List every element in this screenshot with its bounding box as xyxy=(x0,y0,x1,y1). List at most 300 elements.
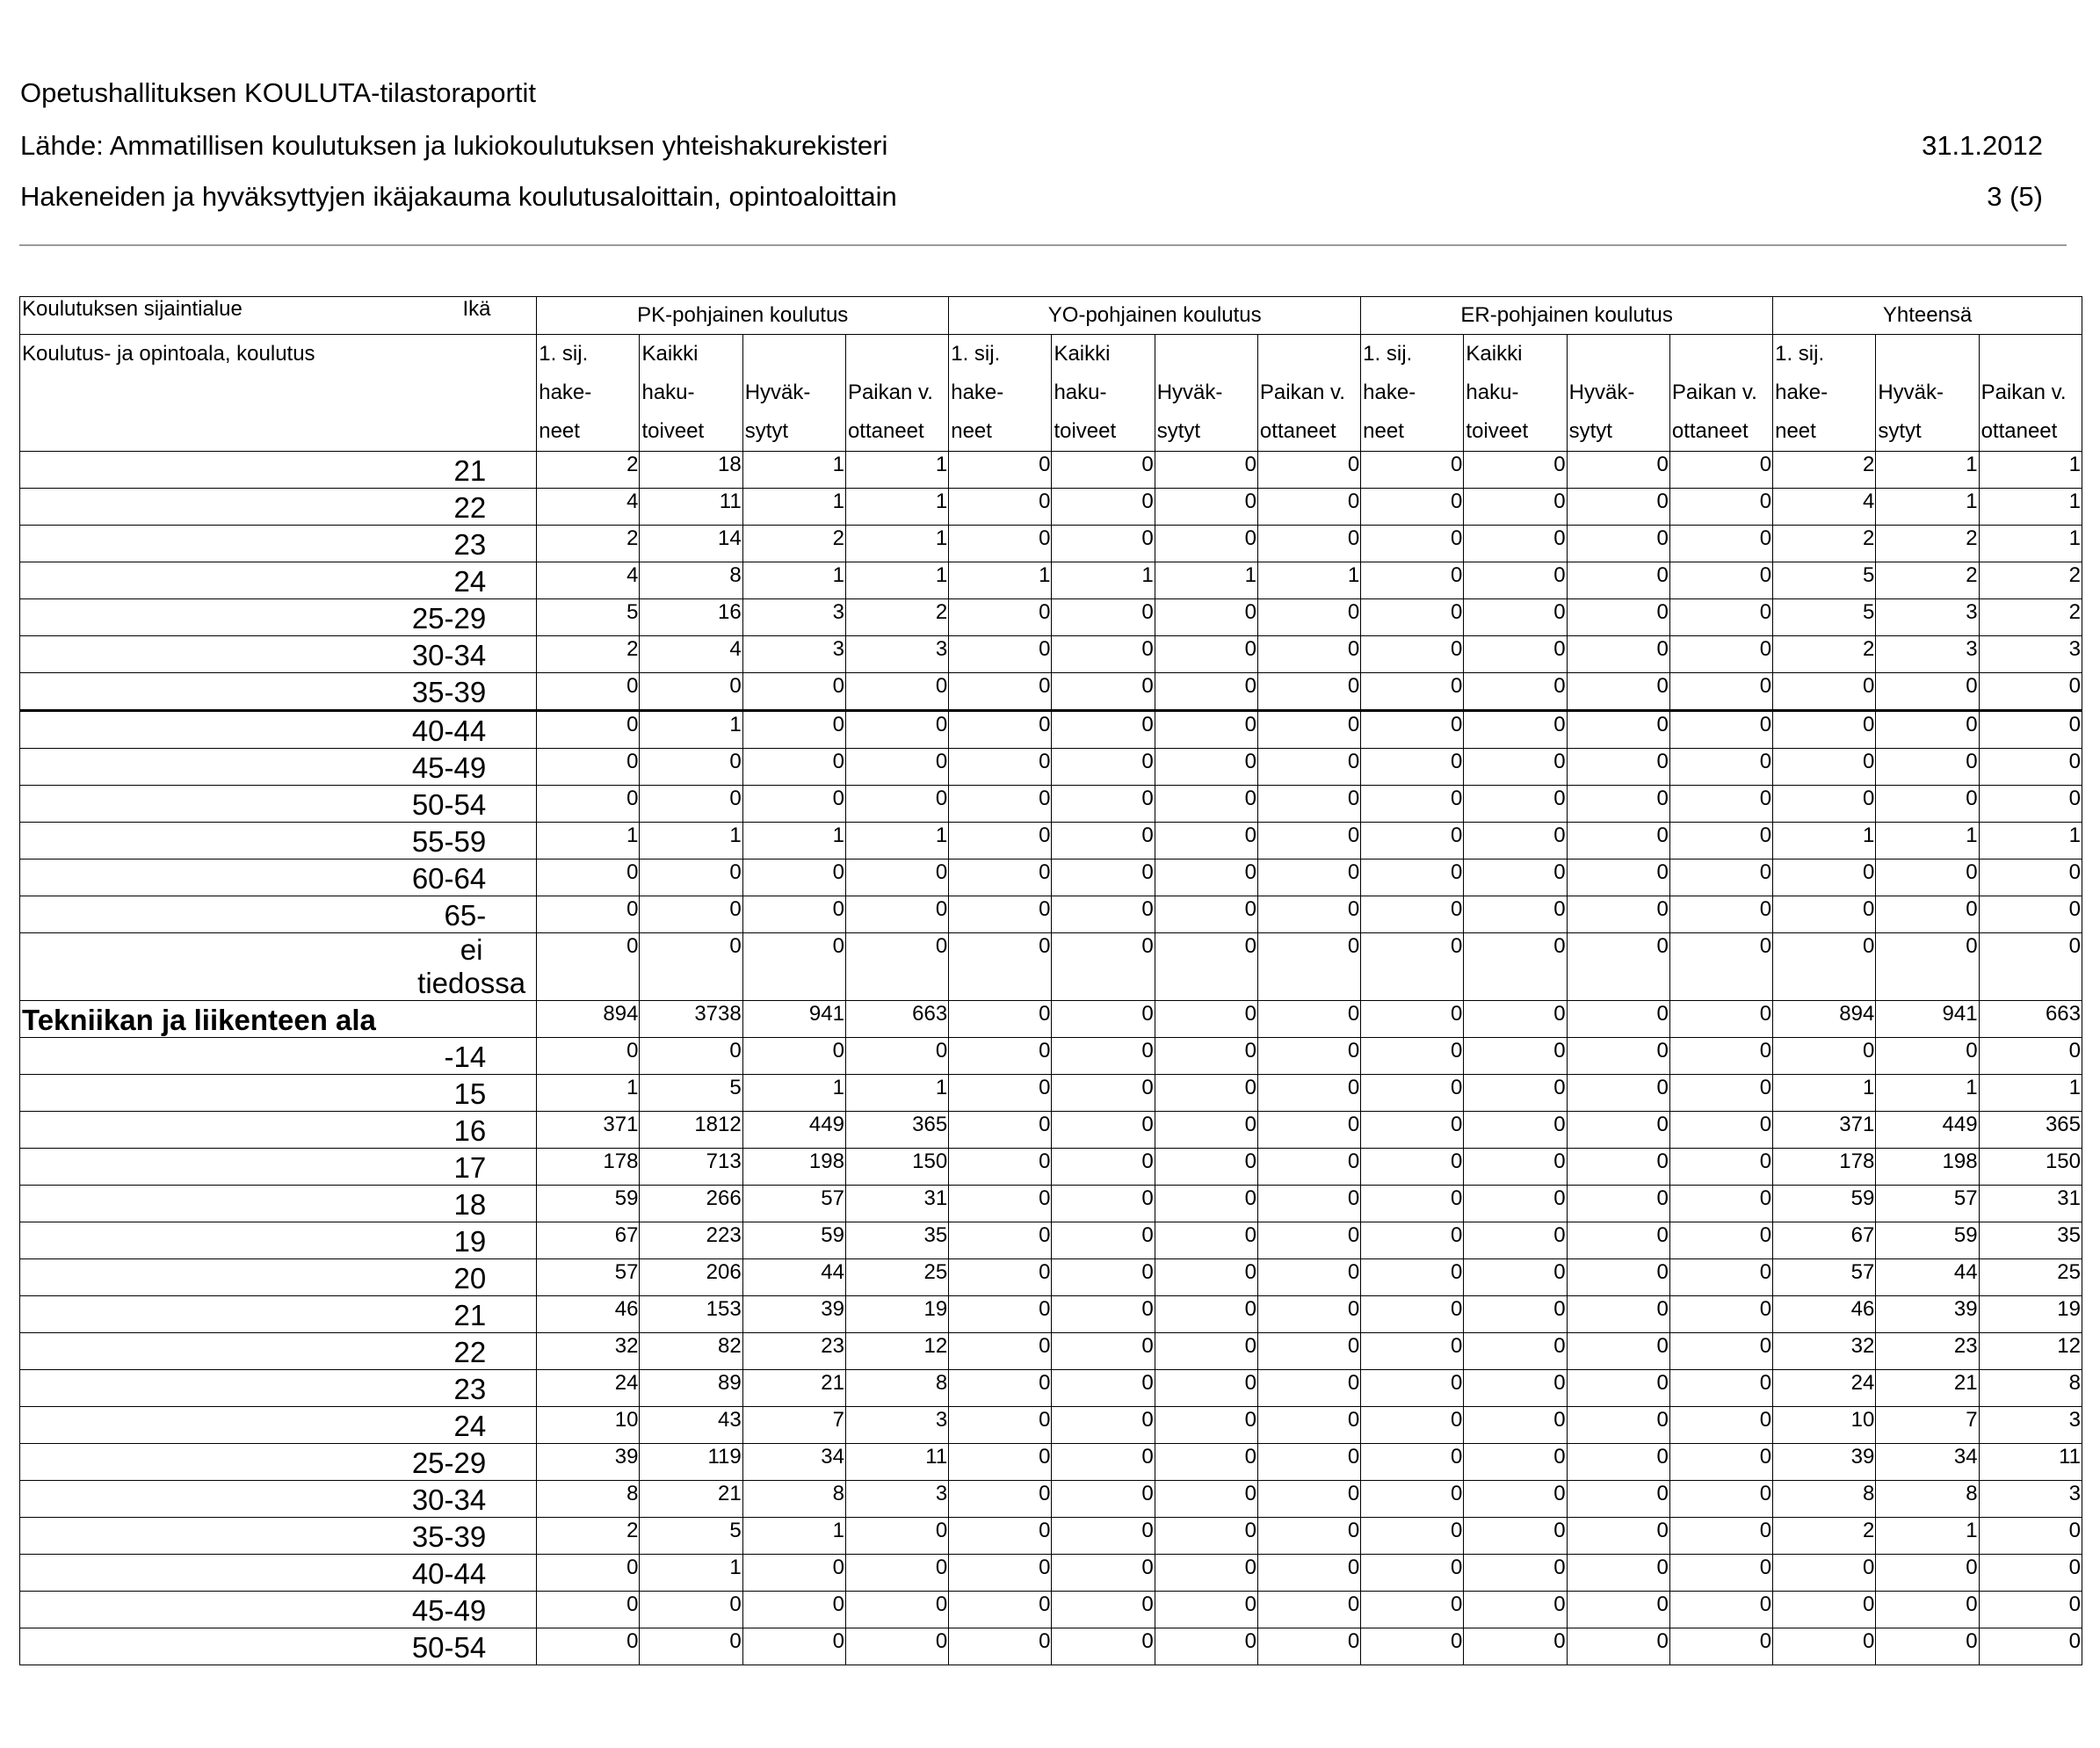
value-cell: 0 xyxy=(949,1001,1052,1038)
value-cell: 0 xyxy=(1567,673,1669,711)
value-cell: 0 xyxy=(1052,1333,1155,1370)
value-cell: 1 xyxy=(1979,452,2082,489)
value-cell: 0 xyxy=(1567,1333,1669,1370)
value-cell: 89 xyxy=(640,1370,742,1407)
value-cell: 0 xyxy=(1567,452,1669,489)
subheader-line2: haku- xyxy=(641,381,695,404)
value-cell: 23 xyxy=(1876,1333,1979,1370)
value-cell: 1 xyxy=(1876,1518,1979,1555)
value-cell: 0 xyxy=(1361,1333,1464,1370)
value-cell: 7 xyxy=(1876,1407,1979,1444)
value-cell: 3 xyxy=(1979,1407,2082,1444)
value-cell: 35 xyxy=(845,1222,948,1259)
value-cell: 0 xyxy=(1464,1444,1567,1481)
value-cell: 0 xyxy=(1464,1518,1567,1555)
table-row xyxy=(20,933,2082,1001)
value-cell: 0 xyxy=(1773,786,1876,823)
value-cell: 16 xyxy=(640,599,742,636)
value-cell: 0 xyxy=(845,896,948,933)
value-cell: 0 xyxy=(537,786,640,823)
subheader-line3: ottaneet xyxy=(1259,419,1336,443)
value-cell: 0 xyxy=(1257,1592,1360,1628)
value-cell: 0 xyxy=(949,1075,1052,1112)
value-cell: 3738 xyxy=(640,1001,742,1038)
value-cell: 0 xyxy=(1052,933,1155,1001)
value-cell: 0 xyxy=(1669,1001,1772,1038)
value-cell: 0 xyxy=(1669,1259,1772,1296)
subheader-pk-1 xyxy=(640,335,742,452)
value-cell: 0 xyxy=(1257,599,1360,636)
value-cell: 0 xyxy=(1567,489,1669,526)
value-cell: 0 xyxy=(1876,1038,1979,1075)
value-cell: 34 xyxy=(742,1444,845,1481)
value-cell: 0 xyxy=(1567,1592,1669,1628)
value-cell: 0 xyxy=(1464,1186,1567,1222)
value-cell: 59 xyxy=(742,1222,845,1259)
value-cell: 0 xyxy=(1669,1186,1772,1222)
value-cell: 153 xyxy=(640,1296,742,1333)
age-group-cell: ei tiedossa xyxy=(20,933,537,1001)
value-cell: 1 xyxy=(845,1075,948,1112)
value-cell: 0 xyxy=(1464,673,1567,711)
group-header-er: ER-pohjainen koulutus xyxy=(1361,297,1773,335)
value-cell: 0 xyxy=(1669,896,1772,933)
subheader-line3: neet xyxy=(1775,419,1816,443)
value-cell: 0 xyxy=(1876,673,1979,711)
value-cell: 0 xyxy=(1052,1186,1155,1222)
value-cell: 57 xyxy=(1876,1186,1979,1222)
value-cell: 0 xyxy=(742,896,845,933)
age-group-cell: 60-64 xyxy=(20,859,537,896)
table-row xyxy=(20,1075,2082,1112)
value-cell: 44 xyxy=(1876,1259,1979,1296)
value-cell: 0 xyxy=(1464,1001,1567,1038)
value-cell: 31 xyxy=(1979,1186,2082,1222)
value-cell: 0 xyxy=(1669,1370,1772,1407)
value-cell: 0 xyxy=(1464,1555,1567,1592)
value-cell: 0 xyxy=(1052,1038,1155,1075)
value-cell: 2 xyxy=(742,526,845,562)
value-cell: 1 xyxy=(742,489,845,526)
value-cell: 0 xyxy=(845,1555,948,1592)
value-cell: 0 xyxy=(845,1628,948,1665)
value-cell: 0 xyxy=(949,1259,1052,1296)
value-cell: 663 xyxy=(845,1001,948,1038)
value-cell: 0 xyxy=(1669,933,1772,1001)
value-cell: 0 xyxy=(1257,1628,1360,1665)
table-row xyxy=(20,1407,2082,1444)
value-cell: 57 xyxy=(537,1259,640,1296)
value-cell: 3 xyxy=(845,1407,948,1444)
value-cell: 0 xyxy=(1257,859,1360,896)
value-cell: 0 xyxy=(1257,711,1360,749)
value-cell: 1 xyxy=(1876,1075,1979,1112)
value-cell: 0 xyxy=(1464,1407,1567,1444)
subheader-line3: toiveet xyxy=(1054,419,1117,443)
value-cell: 34 xyxy=(1876,1444,1979,1481)
value-cell: 0 xyxy=(1979,1518,2082,1555)
value-cell: 25 xyxy=(1979,1259,2082,1296)
value-cell: 0 xyxy=(1257,1038,1360,1075)
value-cell: 3 xyxy=(1979,636,2082,673)
subheader-line1 xyxy=(745,335,845,374)
value-cell: 0 xyxy=(1567,1444,1669,1481)
value-cell: 0 xyxy=(1669,1038,1772,1075)
age-group-cell: 15 xyxy=(20,1075,537,1112)
value-cell: 0 xyxy=(742,673,845,711)
value-cell: 0 xyxy=(1361,896,1464,933)
subheader-line1: 1. sij. xyxy=(951,342,1001,366)
value-cell: 31 xyxy=(845,1186,948,1222)
value-cell: 0 xyxy=(1669,452,1772,489)
page-number: 3 (5) xyxy=(1987,181,2043,212)
value-cell: 0 xyxy=(1979,1592,2082,1628)
age-group-cell: 21 xyxy=(20,1296,537,1333)
subheader-er-2 xyxy=(1567,335,1669,452)
subheader-line3: sytyt xyxy=(1156,419,1201,443)
value-cell: 0 xyxy=(640,1592,742,1628)
value-cell: 0 xyxy=(1669,1075,1772,1112)
value-cell: 0 xyxy=(1155,1333,1257,1370)
value-cell: 0 xyxy=(1567,749,1669,786)
value-cell: 0 xyxy=(1361,1555,1464,1592)
value-cell: 0 xyxy=(1361,711,1464,749)
subheader-line1: 1. sij. xyxy=(1363,342,1413,366)
table-row xyxy=(20,1149,2082,1186)
table-row xyxy=(20,489,2082,526)
value-cell: 0 xyxy=(1361,526,1464,562)
value-cell: 0 xyxy=(1052,1628,1155,1665)
value-cell: 3 xyxy=(1979,1481,2082,1518)
value-cell: 0 xyxy=(1052,1555,1155,1592)
subheader-line2: haku- xyxy=(1466,381,1519,404)
value-cell: 0 xyxy=(1567,1407,1669,1444)
value-cell: 1 xyxy=(640,1555,742,1592)
value-cell: 0 xyxy=(1464,859,1567,896)
subheader-line1 xyxy=(1260,335,1360,374)
subheader-total-0 xyxy=(1773,335,1876,452)
value-cell: 32 xyxy=(537,1333,640,1370)
value-cell: 0 xyxy=(1567,1370,1669,1407)
value-cell: 5 xyxy=(1773,599,1876,636)
value-cell: 0 xyxy=(1567,1296,1669,1333)
value-cell: 0 xyxy=(1464,1370,1567,1407)
table-row xyxy=(20,749,2082,786)
value-cell: 0 xyxy=(1464,1296,1567,1333)
subheader-line2: Paikan v. xyxy=(847,381,933,404)
value-cell: 0 xyxy=(1155,489,1257,526)
value-cell: 0 xyxy=(537,896,640,933)
value-cell: 0 xyxy=(949,786,1052,823)
value-cell: 0 xyxy=(1155,1075,1257,1112)
value-cell: 2 xyxy=(1876,562,1979,599)
value-cell: 57 xyxy=(1773,1259,1876,1296)
value-cell: 0 xyxy=(1876,786,1979,823)
report-title: Hakeneiden ja hyväksyttyjen ikäjakauma koulutusaloittain, opintoaloittain xyxy=(20,181,897,212)
age-group-cell: 55-59 xyxy=(20,823,537,859)
subheader-line3: sytyt xyxy=(744,419,789,443)
value-cell: 150 xyxy=(845,1149,948,1186)
value-cell: 0 xyxy=(1257,896,1360,933)
value-cell: 0 xyxy=(1669,1628,1772,1665)
value-cell: 0 xyxy=(1257,1112,1360,1149)
value-cell: 0 xyxy=(1567,711,1669,749)
value-cell: 14 xyxy=(640,526,742,562)
value-cell: 0 xyxy=(1257,933,1360,1001)
value-cell: 25 xyxy=(845,1259,948,1296)
value-cell: 0 xyxy=(742,1628,845,1665)
age-group-cell: 24 xyxy=(20,562,537,599)
value-cell: 0 xyxy=(1155,859,1257,896)
value-cell: 0 xyxy=(1464,1075,1567,1112)
subheader-line3: sytyt xyxy=(1568,419,1612,443)
value-cell: 0 xyxy=(537,1555,640,1592)
value-cell: 0 xyxy=(1052,859,1155,896)
value-cell: 0 xyxy=(949,599,1052,636)
value-cell: 0 xyxy=(949,1333,1052,1370)
value-cell: 59 xyxy=(1773,1186,1876,1222)
value-cell: 0 xyxy=(1876,859,1979,896)
age-group-cell: 18 xyxy=(20,1186,537,1222)
value-cell: 1 xyxy=(845,823,948,859)
value-cell: 0 xyxy=(1155,786,1257,823)
value-cell: 0 xyxy=(1567,1001,1669,1038)
value-cell: 1 xyxy=(742,562,845,599)
value-cell: 1 xyxy=(845,489,948,526)
value-cell: 365 xyxy=(845,1112,948,1149)
value-cell: 0 xyxy=(1669,673,1772,711)
value-cell: 0 xyxy=(1669,636,1772,673)
value-cell: 0 xyxy=(1257,526,1360,562)
value-cell: 0 xyxy=(1464,1112,1567,1149)
value-cell: 1 xyxy=(742,1075,845,1112)
value-cell: 1 xyxy=(845,452,948,489)
value-cell: 0 xyxy=(1052,1592,1155,1628)
value-cell: 0 xyxy=(1361,1518,1464,1555)
value-cell: 46 xyxy=(1773,1296,1876,1333)
value-cell: 0 xyxy=(1876,711,1979,749)
value-cell: 0 xyxy=(1257,1555,1360,1592)
value-cell: 0 xyxy=(1361,1370,1464,1407)
value-cell: 0 xyxy=(1669,526,1772,562)
value-cell: 1 xyxy=(1876,823,1979,859)
value-cell: 82 xyxy=(640,1333,742,1370)
value-cell: 5 xyxy=(1773,562,1876,599)
value-cell: 0 xyxy=(1567,933,1669,1001)
table-row xyxy=(20,1222,2082,1259)
age-group-cell: 30-34 xyxy=(20,636,537,673)
report-date: 31.1.2012 xyxy=(1922,130,2043,161)
value-cell: 1 xyxy=(845,526,948,562)
value-cell: 0 xyxy=(1257,452,1360,489)
table-row xyxy=(20,1592,2082,1628)
value-cell: 0 xyxy=(1979,1628,2082,1665)
value-cell: 0 xyxy=(1464,1222,1567,1259)
value-cell: 0 xyxy=(1567,1259,1669,1296)
value-cell: 0 xyxy=(1979,786,2082,823)
value-cell: 8 xyxy=(1876,1481,1979,1518)
age-group-cell: 35-39 xyxy=(20,1518,537,1555)
value-cell: 0 xyxy=(1052,1370,1155,1407)
table-row xyxy=(20,562,2082,599)
value-cell: 0 xyxy=(1361,1444,1464,1481)
value-cell: 8 xyxy=(742,1481,845,1518)
value-cell: 0 xyxy=(1155,1518,1257,1555)
source-line: Lähde: Ammatillisen koulutuksen ja lukiokoulutuksen yhteishakurekisteri xyxy=(20,130,888,161)
value-cell: 0 xyxy=(1876,1592,1979,1628)
value-cell: 371 xyxy=(1773,1112,1876,1149)
value-cell: 0 xyxy=(1464,749,1567,786)
value-cell: 0 xyxy=(1464,1592,1567,1628)
value-cell: 0 xyxy=(949,1112,1052,1149)
value-cell: 21 xyxy=(1876,1370,1979,1407)
value-cell: 0 xyxy=(1567,562,1669,599)
value-cell: 0 xyxy=(1669,786,1772,823)
table-row xyxy=(20,1001,2082,1038)
value-cell: 0 xyxy=(1361,1186,1464,1222)
value-cell: 0 xyxy=(1567,1222,1669,1259)
subheader-line3: neet xyxy=(539,419,580,443)
table-row xyxy=(20,636,2082,673)
value-cell: 1 xyxy=(537,1075,640,1112)
value-cell: 0 xyxy=(1052,1222,1155,1259)
value-cell: 1 xyxy=(1979,1075,2082,1112)
value-cell: 12 xyxy=(1979,1333,2082,1370)
table-row xyxy=(20,1481,2082,1518)
value-cell: 0 xyxy=(1773,711,1876,749)
value-cell: 39 xyxy=(1773,1444,1876,1481)
value-cell: 0 xyxy=(1773,859,1876,896)
subheader-line2: hake- xyxy=(1363,381,1416,404)
table-row xyxy=(20,896,2082,933)
value-cell: 0 xyxy=(1567,823,1669,859)
value-cell: 0 xyxy=(1464,823,1567,859)
value-cell: 0 xyxy=(1257,1407,1360,1444)
value-cell: 8 xyxy=(1773,1481,1876,1518)
value-cell: 5 xyxy=(640,1518,742,1555)
value-cell: 1 xyxy=(640,823,742,859)
value-cell: 0 xyxy=(845,1592,948,1628)
value-cell: 8 xyxy=(1979,1370,2082,1407)
value-cell: 2 xyxy=(537,452,640,489)
value-cell: 57 xyxy=(742,1186,845,1222)
value-cell: 0 xyxy=(1155,711,1257,749)
value-cell: 0 xyxy=(1979,1038,2082,1075)
age-distribution-table xyxy=(19,296,2082,1665)
value-cell: 0 xyxy=(1361,636,1464,673)
value-cell: 0 xyxy=(845,933,948,1001)
value-cell: 11 xyxy=(1979,1444,2082,1481)
value-cell: 198 xyxy=(742,1149,845,1186)
value-cell: 0 xyxy=(1773,749,1876,786)
value-cell: 0 xyxy=(1876,1628,1979,1665)
value-cell: 24 xyxy=(537,1370,640,1407)
value-cell: 0 xyxy=(1052,823,1155,859)
value-cell: 10 xyxy=(1773,1407,1876,1444)
value-cell: 0 xyxy=(1257,786,1360,823)
age-group-cell: 25-29 xyxy=(20,1444,537,1481)
value-cell: 0 xyxy=(1464,896,1567,933)
value-cell: 0 xyxy=(742,1555,845,1592)
subheader-line1: Kaikki xyxy=(641,342,699,366)
value-cell: 67 xyxy=(537,1222,640,1259)
value-cell: 1 xyxy=(1979,823,2082,859)
value-cell: 0 xyxy=(1979,749,2082,786)
table-row xyxy=(20,1628,2082,1665)
value-cell: 39 xyxy=(1876,1296,1979,1333)
subheader-line2: Hyväk- xyxy=(744,381,811,404)
value-cell: 663 xyxy=(1979,1001,2082,1038)
value-cell: 0 xyxy=(1155,1481,1257,1518)
value-cell: 0 xyxy=(1155,526,1257,562)
report-series-title: Opetushallituksen KOULUTA-tilastoraportit xyxy=(20,77,536,108)
value-cell: 0 xyxy=(1052,1444,1155,1481)
value-cell: 0 xyxy=(1361,1001,1464,1038)
value-cell: 713 xyxy=(640,1149,742,1186)
value-cell: 0 xyxy=(845,786,948,823)
value-cell: 1 xyxy=(1155,562,1257,599)
value-cell: 1 xyxy=(742,823,845,859)
header-field-label: Koulutus- ja opintoala, koulutus xyxy=(22,342,315,366)
value-cell: 0 xyxy=(1052,452,1155,489)
value-cell: 206 xyxy=(640,1259,742,1296)
value-cell: 24 xyxy=(1773,1370,1876,1407)
subheader-er-0 xyxy=(1361,335,1464,452)
header-age-label: Ikä xyxy=(462,297,491,321)
value-cell: 0 xyxy=(1773,896,1876,933)
value-cell: 0 xyxy=(1464,711,1567,749)
value-cell: 0 xyxy=(1155,1296,1257,1333)
value-cell: 3 xyxy=(742,599,845,636)
value-cell: 21 xyxy=(640,1481,742,1518)
value-cell: 1 xyxy=(1052,562,1155,599)
value-cell: 0 xyxy=(1052,896,1155,933)
value-cell: 0 xyxy=(1773,933,1876,1001)
value-cell: 0 xyxy=(949,711,1052,749)
subheader-line1: 1. sij. xyxy=(1775,342,1825,366)
value-cell: 0 xyxy=(1464,452,1567,489)
subheader-yo-2 xyxy=(1155,335,1257,452)
value-cell: 0 xyxy=(1876,1555,1979,1592)
subheader-line3: toiveet xyxy=(641,419,705,443)
subheader-pk-2 xyxy=(742,335,845,452)
table-row xyxy=(20,859,2082,896)
value-cell: 0 xyxy=(1052,636,1155,673)
value-cell: 0 xyxy=(845,1038,948,1075)
value-cell: 0 xyxy=(1567,896,1669,933)
header-location-cell xyxy=(20,297,537,335)
subheader-er-3 xyxy=(1669,335,1772,452)
value-cell: 0 xyxy=(1155,452,1257,489)
value-cell: 0 xyxy=(1669,562,1772,599)
subheader-line2: Hyväk- xyxy=(1156,381,1223,404)
value-cell: 0 xyxy=(1361,562,1464,599)
value-cell: 0 xyxy=(1052,673,1155,711)
value-cell: 0 xyxy=(1155,933,1257,1001)
value-cell: 2 xyxy=(537,526,640,562)
value-cell: 0 xyxy=(1361,1628,1464,1665)
value-cell: 0 xyxy=(1257,1149,1360,1186)
value-cell: 0 xyxy=(1567,599,1669,636)
age-group-cell: 65- xyxy=(20,896,537,933)
subheader-total-2 xyxy=(1979,335,2082,452)
value-cell: 7 xyxy=(742,1407,845,1444)
value-cell: 2 xyxy=(1773,1518,1876,1555)
value-cell: 0 xyxy=(949,452,1052,489)
value-cell: 0 xyxy=(1155,1555,1257,1592)
value-cell: 0 xyxy=(1052,1407,1155,1444)
value-cell: 19 xyxy=(845,1296,948,1333)
